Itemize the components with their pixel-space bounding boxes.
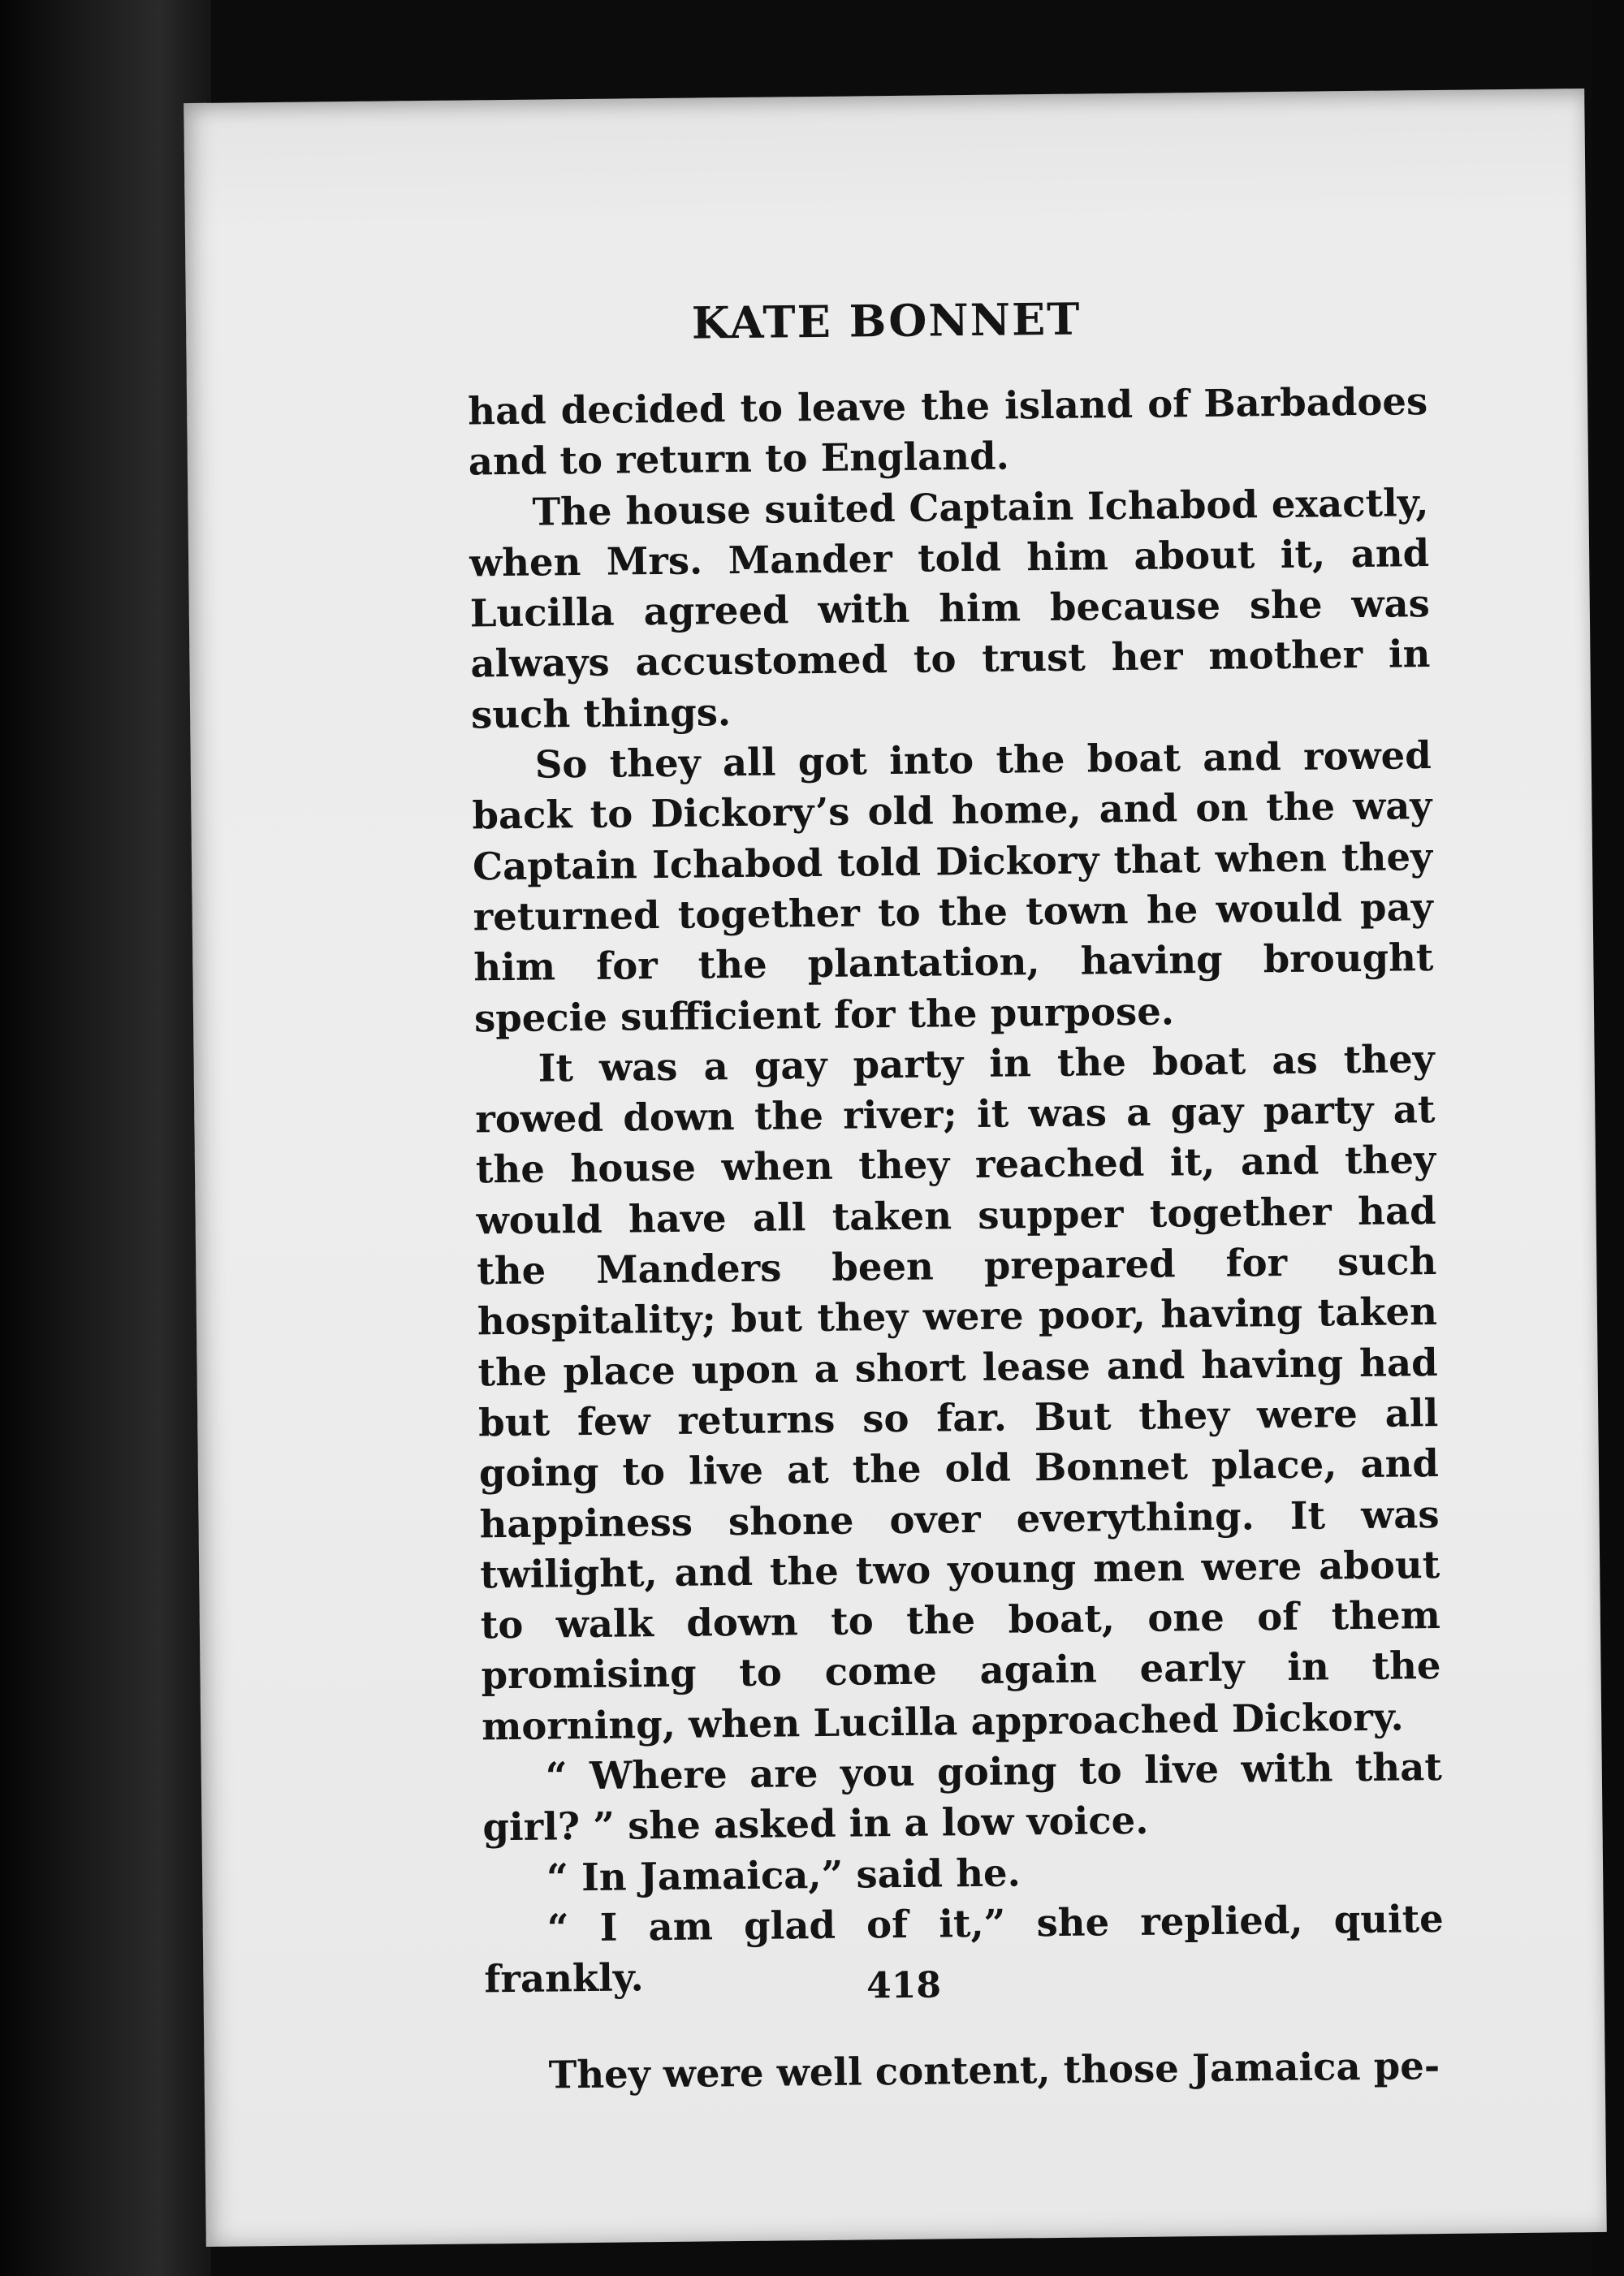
- body-text: [468, 376, 1445, 2101]
- paragraph: had decided to leave the island of Barbadoes and to return to England.: [467, 378, 1428, 484]
- page-number: 418: [866, 1964, 942, 2007]
- paragraph: “ Where are you going to live with that girl? ” she asked in a low voice.: [482, 1744, 1443, 1850]
- book-page: [184, 89, 1607, 2247]
- paragraph: They were well content, those Jamaica pe-: [548, 2042, 1440, 2097]
- paragraph: So they all got into the boat and rowed back to Dickory’s old home, and on the way Captain Ichabod told Dickory that when they returned together to the town he would pay him for the plantation, having brought specie sufficient for the purpose.: [472, 732, 1434, 1040]
- paragraph: The house suited Captain Ichabod exactly, when Mrs. Mander told him about it, and Lucilla agreed with him because she was always accustomed to trust her mother in such things.: [469, 479, 1431, 737]
- paragraph: “ I am glad of it,” she replied, quite frankly.: [484, 1895, 1445, 2002]
- paragraph: It was a gay party in the boat as they rowed down the river; it was a gay party at the house when they reached it, and they would have all taken supper together had the Manders been prepared for such hospitality; but they were poor, having taken the place upon a short lease and having had but few returns so far. But they were all going to live at the old Bonnet place, and happiness shone over everything. It was twilight, and the two young men were about to walk down to the boat, one of them promising to come again early in the morning, when Lucilla approached Dickory.: [475, 1035, 1441, 1749]
- film-edge: [0, 0, 211, 2276]
- running-head: KATE BONNET: [691, 292, 1082, 349]
- paragraph: “ In Jamaica,” said he.: [546, 1850, 1021, 1900]
